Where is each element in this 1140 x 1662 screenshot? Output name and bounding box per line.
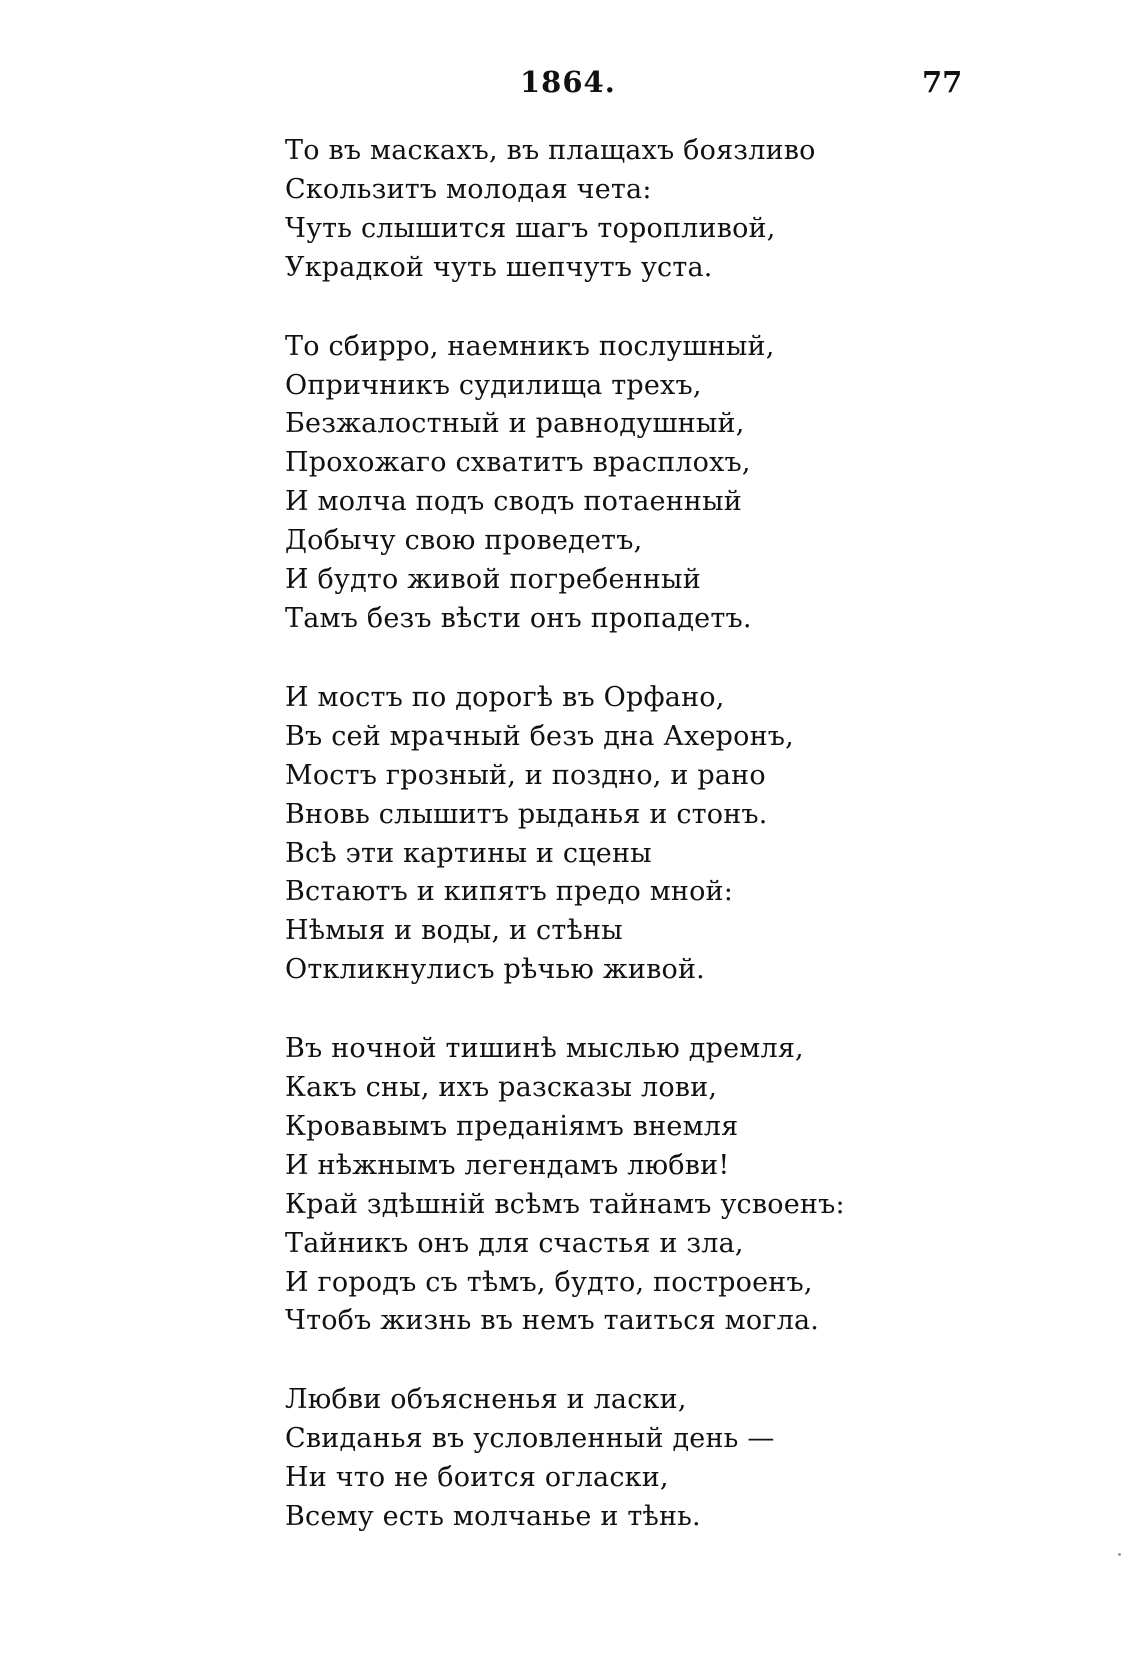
stanza-3 bbox=[285, 679, 1105, 990]
scan-speck bbox=[1118, 1553, 1121, 1556]
verse-line: Скользитъ молодая чета: bbox=[285, 173, 652, 205]
verse-line: Чтобъ жизнь въ немъ таиться могла. bbox=[285, 1305, 820, 1337]
verse-line: Безжалостный и равнодушный, bbox=[285, 408, 745, 440]
poem-body bbox=[285, 132, 1105, 1577]
verse-line: Въ ночной тишинѣ мыслью дремля, bbox=[285, 1033, 804, 1065]
verse-line: Тамъ безъ вѣсти онъ пропадетъ. bbox=[285, 602, 752, 634]
verse-line: Край здѣшній всѣмъ тайнамъ усвоенъ: bbox=[285, 1188, 845, 1220]
verse-line: Добычу свою проведетъ, bbox=[285, 525, 643, 557]
verse-line: Всѣ эти картины и сцены bbox=[285, 837, 652, 869]
verse-line: Чуть слышится шагъ торопливой, bbox=[285, 212, 776, 244]
verse-line: Встаютъ и кипятъ предо мной: bbox=[285, 876, 734, 908]
verse-line: И будто живой погребенный bbox=[285, 564, 701, 596]
verse-line: Нѣмыя и воды, и стѣны bbox=[285, 915, 623, 947]
verse-line: И молча подъ сводъ потаенный bbox=[285, 486, 743, 518]
verse-line: То въ маскахъ, въ плащахъ боязливо bbox=[285, 135, 816, 166]
page-number: 77 bbox=[922, 65, 963, 99]
verse-line: И городъ съ тѣмъ, будто, построенъ, bbox=[285, 1266, 813, 1298]
verse-line: Мостъ грозный, и поздно, и рано bbox=[285, 759, 766, 791]
verse-line: Свиданья въ условленный день — bbox=[285, 1423, 775, 1455]
running-header-year: 1864. bbox=[520, 65, 616, 99]
verse-line: Какъ сны, ихъ разсказы лови, bbox=[285, 1072, 718, 1104]
verse-line: Откликнулисъ рѣчью живой. bbox=[285, 954, 705, 986]
verse-line: Вновь слышитъ рыданья и стонъ. bbox=[285, 798, 768, 830]
verse-line: Любви объясненья и ласки, bbox=[285, 1384, 687, 1416]
verse-line: Тайникъ онъ для счастья и зла, bbox=[285, 1227, 744, 1259]
verse-line: Ни что не боится огласки, bbox=[285, 1462, 669, 1494]
verse-line: Опричникъ судилища трехъ, bbox=[285, 369, 702, 401]
stanza-4 bbox=[285, 1030, 1105, 1341]
verse-line: Всему есть молчанье и тѣнь. bbox=[285, 1501, 701, 1533]
verse-line: Кровавымъ преданіямъ внемля bbox=[285, 1110, 739, 1142]
stanza-5 bbox=[285, 1381, 1105, 1537]
stanza-1 bbox=[285, 132, 1105, 288]
verse-line: То сбирро, наемникъ послушный, bbox=[285, 330, 775, 362]
verse-line: Украдкой чуть шепчутъ уста. bbox=[285, 251, 713, 283]
verse-line: Въ сей мрачный безъ дна Ахеронъ, bbox=[285, 720, 794, 752]
verse-line: Прохожаго схватитъ врасплохъ, bbox=[285, 447, 751, 479]
stanza-2 bbox=[285, 328, 1105, 639]
verse-line: И нѣжнымъ легендамъ любви! bbox=[285, 1149, 730, 1181]
verse-line: И мостъ по дорогѣ въ Орфано, bbox=[285, 681, 725, 713]
